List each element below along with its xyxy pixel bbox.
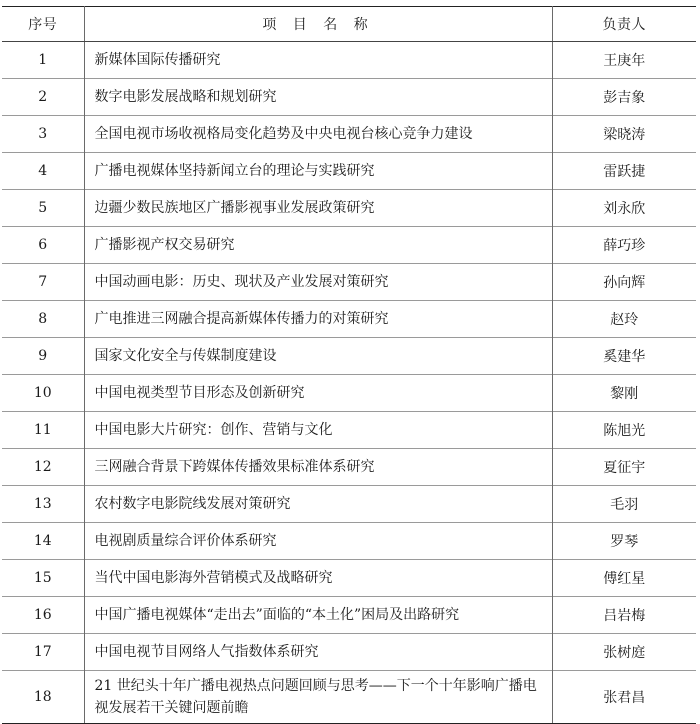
- table-body: [2, 42, 696, 724]
- row-owner: 梁晓涛: [552, 116, 696, 153]
- row-project-name: 中国电影大片研究：创作、营销与文化: [84, 412, 552, 449]
- header-row: [2, 7, 696, 42]
- row-number: 16: [2, 597, 84, 634]
- table-row: [2, 449, 696, 486]
- row-owner: 王庚年: [603, 53, 646, 69]
- row-number: 13: [2, 486, 84, 523]
- table-row: [2, 671, 696, 724]
- table-row: [2, 264, 696, 301]
- row-project-name: 广播电视媒体坚持新闻立台的理论与实践研究: [84, 153, 552, 190]
- row-number: 18: [2, 671, 84, 724]
- table-row: [2, 190, 696, 227]
- table-row: [2, 634, 696, 671]
- row-project-name: 广电推进三网融合提高新媒体传播力的对策研究: [84, 301, 552, 338]
- row-owner: 雷跃捷: [552, 153, 696, 190]
- row-project-name: 电视剧质量综合评价体系研究: [84, 523, 552, 560]
- table-row: [2, 338, 696, 375]
- row-owner: 罗琴: [552, 523, 696, 560]
- row-number: 7: [2, 264, 84, 301]
- project-table: [2, 6, 696, 724]
- row-number: 10: [2, 375, 84, 412]
- table-row: [2, 153, 696, 190]
- header-project-name: 项 目 名 称: [84, 7, 552, 42]
- row-number: 8: [2, 301, 84, 338]
- row-owner: 傅红星: [552, 560, 696, 597]
- row-project-name: 21 世纪头十年广播电视热点问题回顾与思考——下一个十年影响广播电视发展若干关键问题前瞻: [84, 671, 552, 724]
- row-owner: 奚建华: [552, 338, 696, 375]
- table-row: [2, 523, 696, 560]
- row-number: 5: [2, 190, 84, 227]
- table-row: [2, 375, 696, 412]
- row-number: 17: [2, 634, 84, 671]
- header-owner: 负责人: [552, 7, 696, 42]
- row-number: 1: [2, 42, 84, 79]
- table-row: [2, 412, 696, 449]
- row-project-name: 中国电视类型节目形态及创新研究: [84, 375, 552, 412]
- row-owner: 孙向辉: [552, 264, 696, 301]
- row-owner: 赵玲: [552, 301, 696, 338]
- row-owner: 彭吉象: [552, 79, 696, 116]
- row-number: 4: [2, 153, 84, 190]
- row-owner: 毛羽: [552, 486, 696, 523]
- row-number: 3: [2, 116, 84, 153]
- row-number: 9: [2, 338, 84, 375]
- row-number: 6: [2, 227, 84, 264]
- row-owner: 夏征宇: [552, 449, 696, 486]
- row-project-name: 新媒体国际传播研究: [84, 42, 552, 79]
- row-number: 14: [2, 523, 84, 560]
- row-project-name: 三网融合背景下跨媒体传播效果标准体系研究: [84, 449, 552, 486]
- row-project-name: 全国电视市场收视格局变化趋势及中央电视台核心竞争力建设: [84, 116, 552, 153]
- row-owner: 吕岩梅: [552, 597, 696, 634]
- row-number: 11: [2, 412, 84, 449]
- table-row: [2, 116, 696, 153]
- row-owner: 刘永欣: [552, 190, 696, 227]
- row-owner: 张树庭: [552, 634, 696, 671]
- row-owner: 薛巧珍: [552, 227, 696, 264]
- table-row: [2, 486, 696, 523]
- row-project-name: 中国动画电影：历史、现状及产业发展对策研究: [84, 264, 552, 301]
- table-row: [2, 301, 696, 338]
- row-project-name: 农村数字电影院线发展对策研究: [84, 486, 552, 523]
- row-owner: 张君昌: [552, 671, 696, 724]
- table-row: [2, 227, 696, 264]
- row-project-name: 中国电视节目网络人气指数体系研究: [84, 634, 552, 671]
- header-number: 序号: [2, 7, 84, 42]
- table-row: [2, 560, 696, 597]
- table-row: [2, 42, 696, 79]
- table-header: [2, 7, 696, 42]
- row-number: 12: [2, 449, 84, 486]
- row-project-name: 国家文化安全与传媒制度建设: [84, 338, 552, 375]
- row-owner: 黎刚: [552, 375, 696, 412]
- row-project-name: 数字电影发展战略和规划研究: [84, 79, 552, 116]
- row-number: 2: [2, 79, 84, 116]
- row-owner: 陈旭光: [552, 412, 696, 449]
- row-project-name: 广播影视产权交易研究: [84, 227, 552, 264]
- row-project-name: 当代中国电影海外营销模式及战略研究: [84, 560, 552, 597]
- row-number: 15: [2, 560, 84, 597]
- row-project-name: 边疆少数民族地区广播影视事业发展政策研究: [84, 190, 552, 227]
- row-project-name: 中国广播电视媒体“走出去”面临的“本土化”困局及出路研究: [84, 597, 552, 634]
- table-row: [2, 597, 696, 634]
- table-row: [2, 79, 696, 116]
